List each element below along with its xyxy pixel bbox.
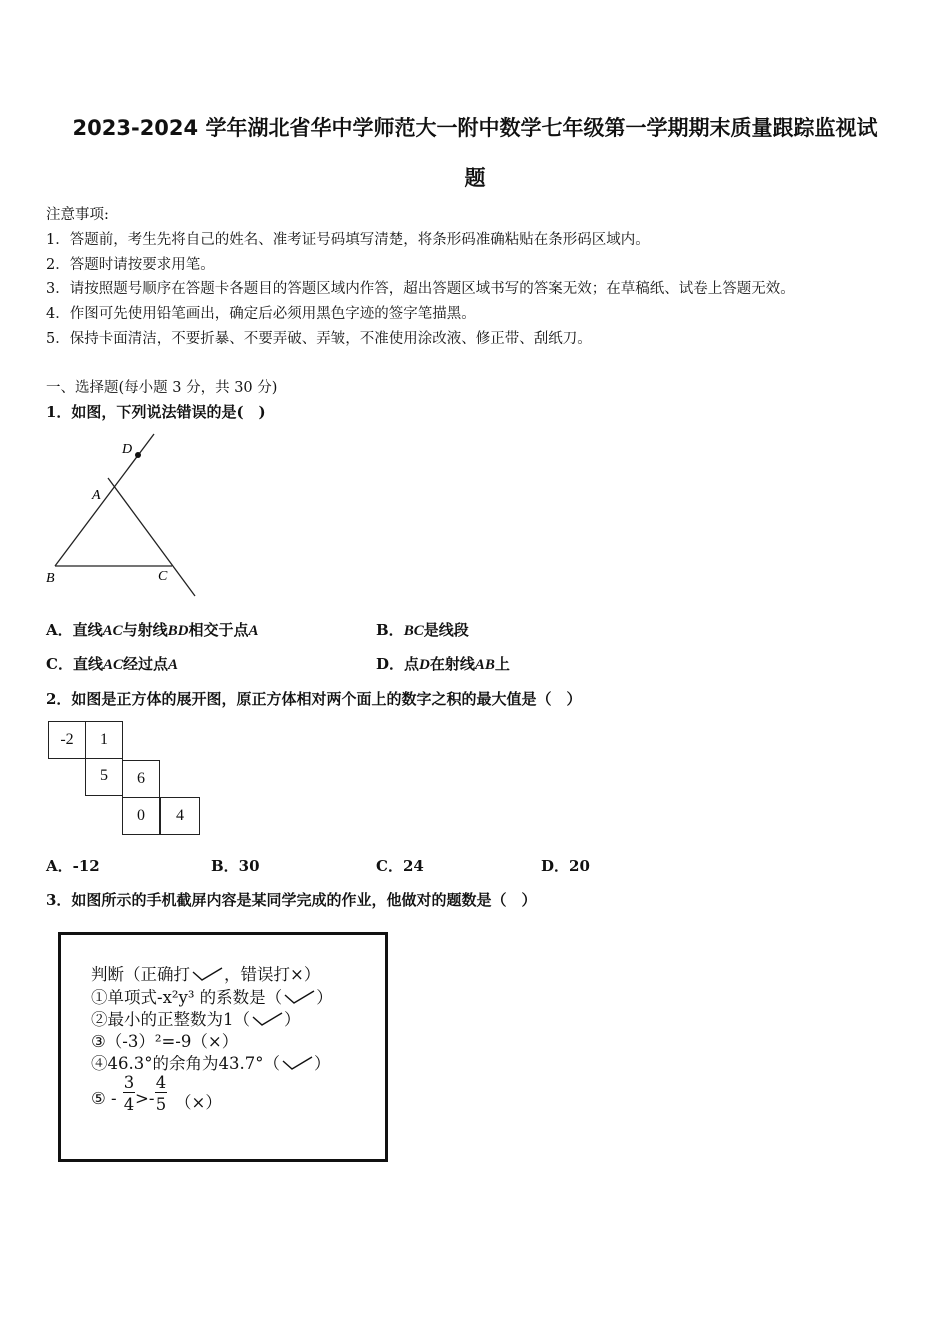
q1-option-a[interactable]	[46, 619, 259, 640]
fraction-denominator: 4	[123, 1095, 135, 1114]
net-face: 0	[122, 797, 160, 835]
opt-text: A．直线	[46, 621, 103, 639]
screen-line-3: ③（-3）²=-9（×）	[91, 1032, 239, 1051]
screen-line-0	[91, 961, 320, 985]
screen-line-2	[91, 1006, 301, 1030]
checkmark-icon	[282, 989, 316, 1005]
opt-text: 在射线	[429, 655, 475, 673]
page-title: 2023-2024 学年湖北省华中学师范大一附中数学七年级第一学期期末质量跟踪监视试	[72, 116, 878, 140]
screen-text: ，错误打×）	[224, 965, 321, 984]
notice-heading: 注意事项:	[46, 207, 109, 223]
checkmark-icon	[190, 966, 224, 982]
fraction-numerator: 4	[155, 1073, 167, 1092]
q1-option-c[interactable]	[46, 653, 178, 674]
fraction-numerator: 3	[123, 1073, 135, 1092]
notice-item: 4．作图可先使用铅笔画出，确定后必须用黑色字迹的签字笔描黑。	[46, 306, 476, 322]
opt-var: AB	[474, 657, 495, 673]
q1-option-d[interactable]	[376, 653, 510, 674]
notice-item: 3．请按照题号顺序在答题卡各题目的答题区域内作答，超出答题区域书写的答案无效；在草稿纸、试卷上答题无效。	[46, 281, 795, 297]
page-title-continued: 题	[464, 166, 486, 190]
net-face: 4	[160, 797, 200, 835]
opt-text: 是线段	[423, 621, 469, 639]
fraction-denominator: 5	[155, 1095, 167, 1114]
opt-var: A	[248, 623, 259, 639]
opt-var: BD	[167, 623, 189, 639]
opt-text: D．点	[376, 655, 420, 673]
q2-option-b[interactable]: B．30	[211, 857, 260, 875]
opt-text: 与射线	[122, 621, 168, 639]
opt-var: AC	[102, 623, 123, 639]
question-2-stem: 2．如图是正方体的展开图，原正方体相对两个面上的数字之积的最大值是（ ）	[46, 690, 582, 708]
opt-text: C．直线	[46, 655, 103, 673]
opt-var: D	[419, 657, 430, 673]
q2-option-d[interactable]: D．20	[541, 857, 590, 875]
notice-item: 5．保持卡面清洁，不要折暴、不要弄破、弄皱，不准使用涂改液、修正带、刮纸刀。	[46, 331, 592, 347]
checkmark-icon	[250, 1011, 284, 1027]
q1-option-b[interactable]	[376, 619, 469, 640]
opt-var: A	[167, 657, 178, 673]
question-1-stem: 1．如图，下列说法错误的是( )	[46, 403, 266, 421]
screen-text: ②最小的正整数为1（	[91, 1010, 250, 1029]
net-face: -2	[48, 721, 86, 759]
q1-triangle-figure	[40, 428, 210, 603]
screen-line-4	[91, 1050, 330, 1074]
screen-line-1	[91, 984, 333, 1008]
checkmark-icon	[280, 1055, 314, 1071]
label-d: D	[122, 442, 133, 457]
screen-text: ④46.3°的余角为43.7°（	[91, 1054, 280, 1073]
opt-var: AC	[102, 657, 123, 673]
opt-text: 上	[494, 655, 510, 673]
phone-screenshot-frame	[58, 932, 388, 1162]
q2-option-a[interactable]: A．-12	[46, 857, 100, 875]
net-face: 5	[85, 758, 123, 796]
q2-option-c[interactable]: C．24	[376, 857, 424, 875]
label-a: A	[92, 488, 101, 503]
screen-text: ⑤ -	[91, 1089, 117, 1108]
screen-text: ）	[313, 1054, 331, 1073]
cube-net	[48, 721, 208, 841]
label-c: C	[158, 569, 168, 584]
question-3-stem: 3．如图所示的手机截屏内容是某同学完成的作业，他做对的题数是（ ）	[46, 891, 537, 909]
opt-text: 相交于点	[188, 621, 249, 639]
screen-text: 判断（正确打	[91, 965, 190, 984]
screen-text: ）	[284, 1010, 301, 1029]
screen-text: （×）	[175, 1093, 222, 1112]
section-heading: 一、选择题(每小题 3 分，共 30 分)	[46, 380, 278, 396]
label-b: B	[46, 571, 55, 586]
screen-text: ①单项式-x²y³ 的系数是（	[91, 988, 283, 1007]
notice-item: 2．答题时请按要求用笔。	[46, 257, 215, 273]
net-face: 1	[85, 721, 123, 759]
notice-item: 1．答题前，考生先将自己的姓名、准考证号码填写清楚，将条形码准确粘贴在条形码区域内。	[46, 232, 650, 248]
screen-text: >-	[135, 1089, 155, 1108]
opt-text: B．	[376, 621, 404, 639]
screen-text: ）	[316, 988, 333, 1007]
opt-text: 经过点	[122, 655, 168, 673]
opt-var: BC	[403, 623, 424, 639]
net-face: 6	[122, 760, 160, 798]
